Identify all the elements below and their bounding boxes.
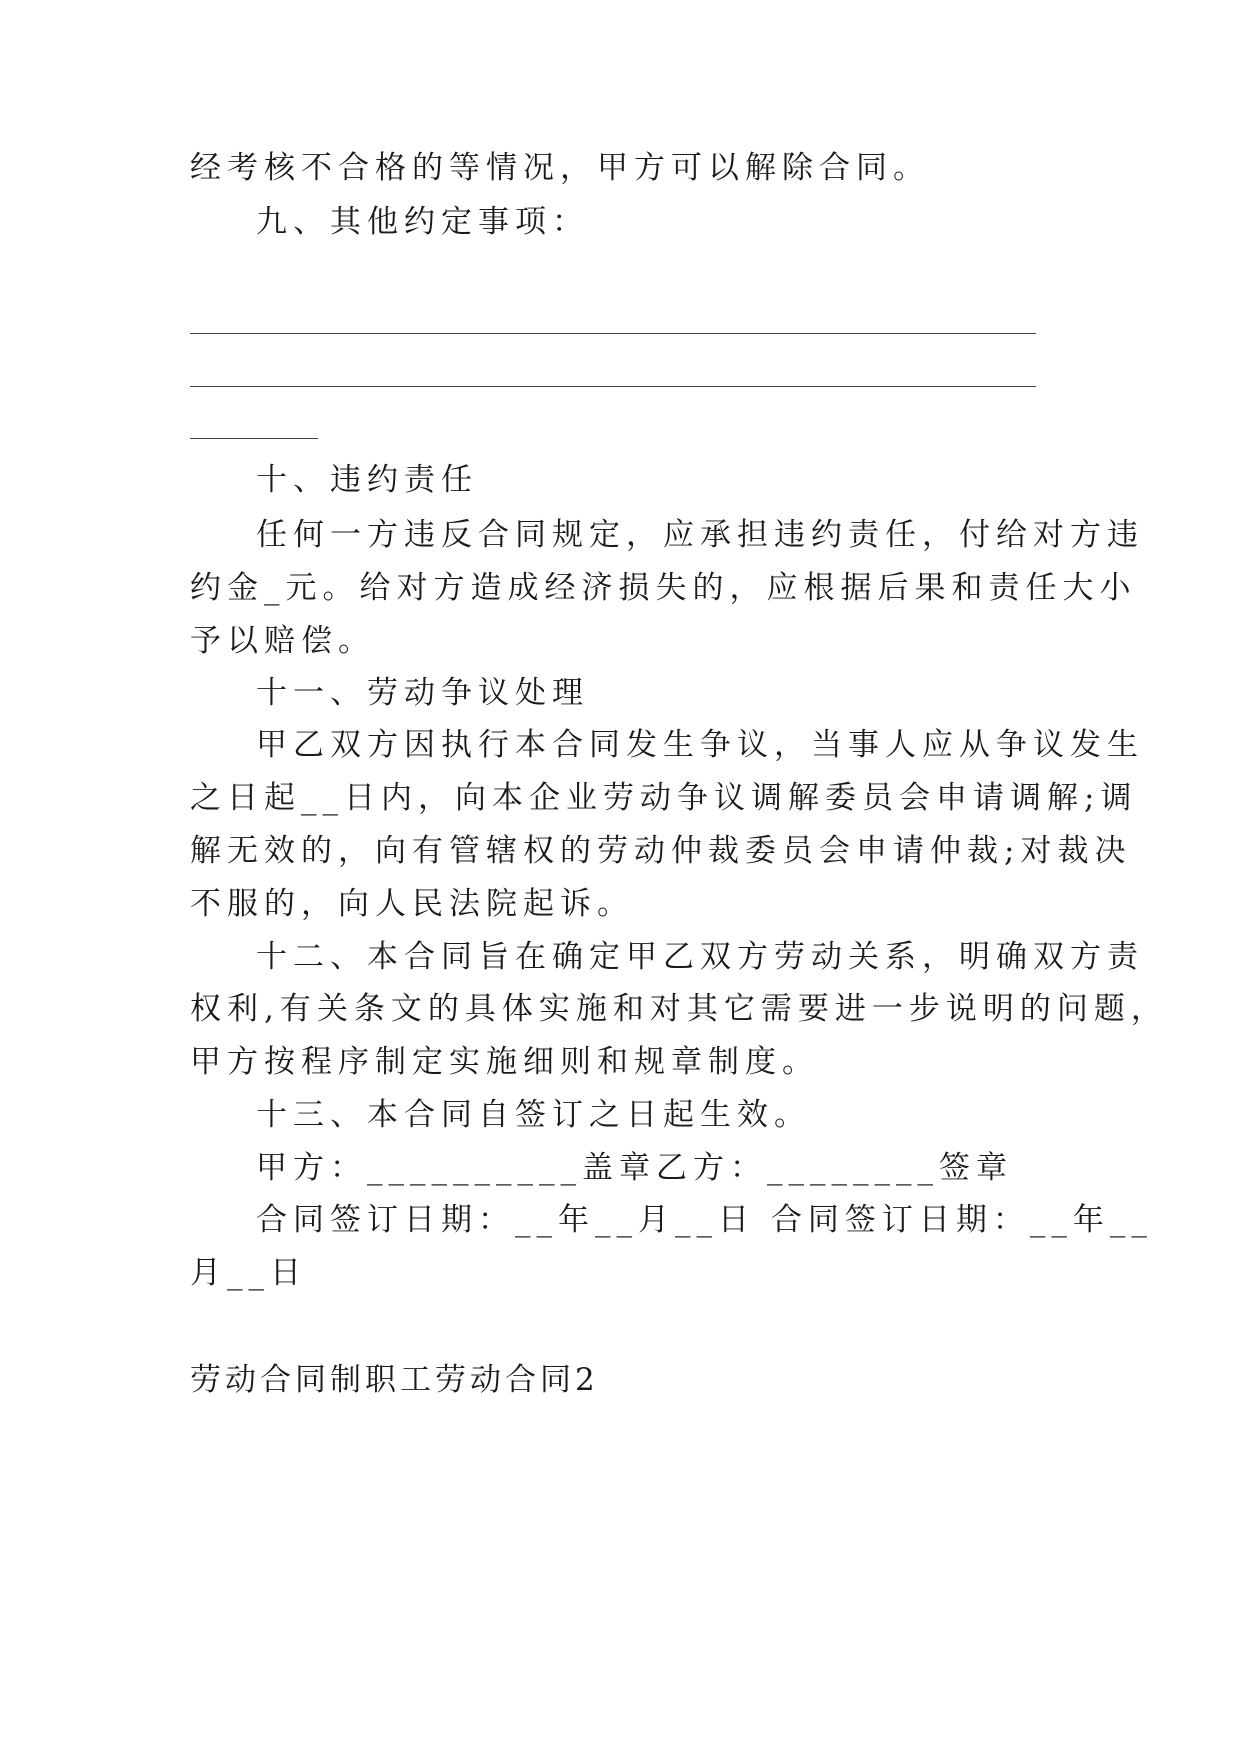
section-heading-13: 十三、本合同自签订之日起生效。	[256, 1097, 811, 1133]
signature-line: 甲方：__________盖章乙方：________签章	[256, 1150, 1013, 1186]
blank-line-rule	[190, 386, 1036, 387]
section-heading-11: 十一、劳动争议处理	[256, 675, 589, 711]
section-heading-10: 十、违约责任	[256, 462, 478, 498]
paragraph-line: 不服的，向人民法院起诉。	[190, 886, 634, 922]
signing-date-line: 月__日	[190, 1255, 307, 1291]
section-heading-12: 十二、本合同旨在确定甲乙双方劳动关系，明确双方责	[256, 939, 1144, 975]
blank-line-rule	[190, 333, 1036, 334]
paragraph-line: 之日起__日内，向本企业劳动争议调解委员会申请调解;调	[190, 780, 1138, 816]
signing-date-line: 合同签订日期：__年__月__日 合同签订日期：__年__	[256, 1202, 1153, 1238]
section-heading-9: 九、其他约定事项：	[256, 204, 589, 240]
blank-line-rule	[190, 438, 318, 439]
paragraph-line: 解无效的，向有管辖权的劳动仲裁委员会申请仲裁;对裁决	[190, 833, 1132, 869]
paragraph-line: 权利,有关条文的具体实施和对其它需要进一步说明的问题，	[190, 991, 1168, 1027]
paragraph-line: 经考核不合格的等情况，甲方可以解除合同。	[190, 150, 930, 186]
paragraph-line: 任何一方违反合同规定，应承担违约责任，付给对方违	[256, 517, 1144, 553]
paragraph-line: 甲方按程序制定实施细则和规章制度。	[190, 1044, 819, 1080]
paragraph-line: 约金_元。给对方造成经济损失的，应根据后果和责任大小	[190, 570, 1137, 606]
paragraph-line: 甲乙双方因执行本合同发生争议，当事人应从争议发生	[256, 727, 1144, 763]
paragraph-line: 予以赔偿。	[190, 623, 375, 659]
next-document-title: 劳动合同制职工劳动合同2	[190, 1362, 599, 1398]
